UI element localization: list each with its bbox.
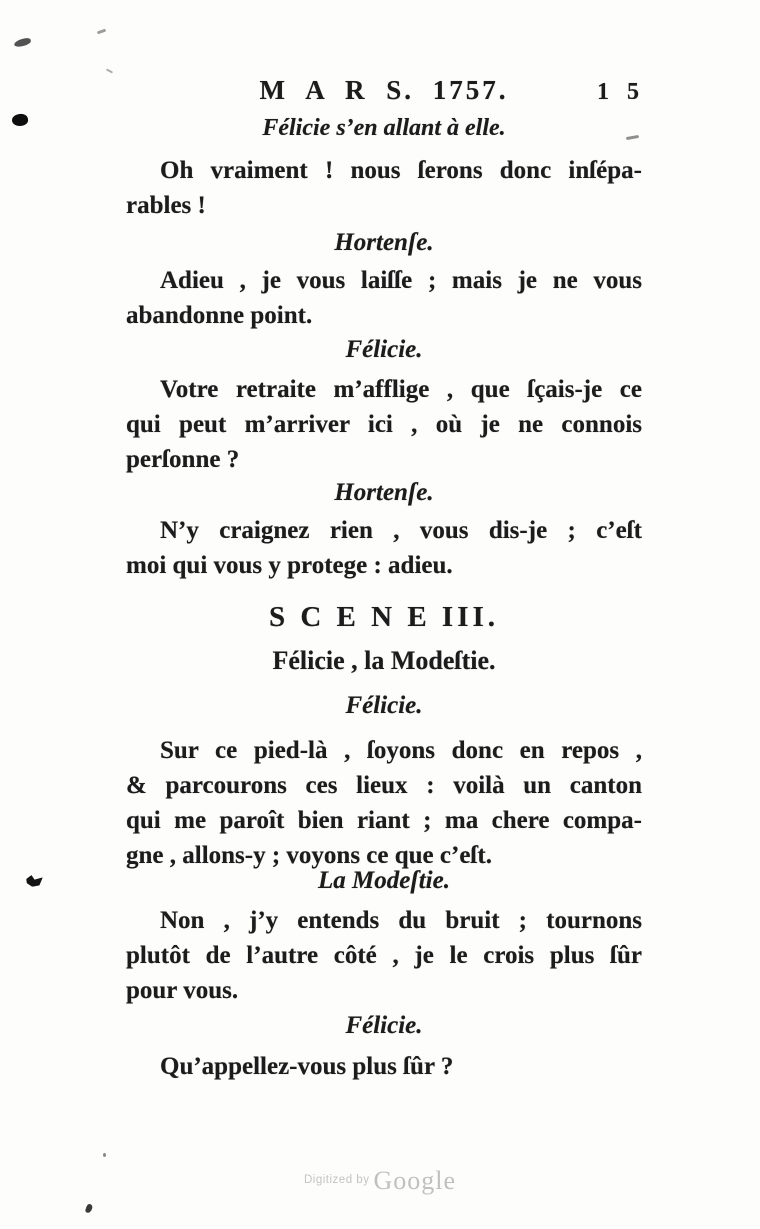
cast-line: Félicie , la Modeſtie. xyxy=(272,646,496,675)
dialogue-paragraph xyxy=(126,153,642,223)
ink-speck xyxy=(97,29,106,35)
scene-heading-block xyxy=(126,600,642,634)
ink-speck xyxy=(13,37,31,48)
speaker-heading: Félicie. xyxy=(345,336,423,363)
ink-speck xyxy=(11,113,29,127)
dialogue-line: N’y craignez rien , vous dis-je ; c’eſt xyxy=(160,517,642,544)
ink-speck xyxy=(106,68,113,73)
stage-direction: Félicie s’en allant à elle. xyxy=(262,115,506,141)
dialogue-line: Votre retraite m’afflige , que ſçais-je ce xyxy=(160,376,642,403)
ink-speck xyxy=(103,1153,106,1157)
speaker-heading: Hortenſe. xyxy=(334,479,434,506)
dialogue-line: gne , allons-y ; voyons ce que c’eſt. xyxy=(126,842,492,869)
scene-heading: S C E N E III. xyxy=(268,601,500,633)
dialogue-line: perſonne ? xyxy=(126,446,240,473)
dialogue-line: moi qui vous y protege : adieu. xyxy=(126,552,453,579)
dialogue-paragraph xyxy=(126,903,642,1008)
dialogue-line: Adieu , je vous laiſſe ; mais je ne vous xyxy=(160,267,642,294)
dialogue-paragraph xyxy=(126,1049,642,1084)
speaker-heading: Félicie. xyxy=(345,1012,423,1039)
page-number: 1 5 xyxy=(597,79,645,105)
speaker-heading: Hortenſe. xyxy=(334,229,434,256)
dialogue-line: Oh vraiment ! nous ſerons donc inſépa- xyxy=(160,157,642,184)
stage-direction-block xyxy=(126,113,642,143)
dialogue-paragraph xyxy=(126,513,642,583)
dialogue-line: plutôt de l’autre côté , je le crois plus ſûr xyxy=(126,942,642,969)
page-header-title: M A R S. 1757. xyxy=(259,75,509,105)
running-head xyxy=(126,74,642,106)
dialogue-line: Sur ce pied-là , ſoyons donc en repos , xyxy=(160,737,642,764)
speaker-heading-block xyxy=(126,691,642,721)
dialogue-line: abandonne point. xyxy=(126,302,313,329)
dialogue-line: qui peut m’arriver ici , où je ne connois xyxy=(126,411,642,438)
dialogue-paragraph xyxy=(126,372,642,477)
cast-line-block xyxy=(126,645,642,677)
speaker-heading: Félicie. xyxy=(345,692,423,719)
speaker-heading-block xyxy=(126,228,642,258)
dialogue-line: pour vous. xyxy=(126,977,239,1004)
google-watermark xyxy=(0,1166,760,1196)
ink-speck xyxy=(25,874,43,889)
dialogue-line: & parcourons ces lieux : voilà un canton xyxy=(126,772,642,799)
dialogue-paragraph xyxy=(126,733,642,873)
speaker-heading-block xyxy=(126,478,642,508)
speaker-heading-block xyxy=(126,866,642,896)
dialogue-line: rables ! xyxy=(126,192,206,219)
dialogue-line: qui me paroît bien riant ; ma chere compa- xyxy=(126,807,642,834)
speaker-heading: La Modeſtie. xyxy=(318,867,450,894)
speaker-heading-block xyxy=(126,335,642,365)
dialogue-paragraph xyxy=(126,263,642,333)
dialogue-line: Non , j’y entends du bruit ; tournons xyxy=(160,907,642,934)
google-logo: Google xyxy=(373,1166,456,1195)
speaker-heading-block xyxy=(126,1011,642,1041)
ink-speck xyxy=(85,1203,93,1213)
dialogue-line: Qu’appellez-vous plus ſûr ? xyxy=(160,1053,454,1080)
digitized-by-label: Digitized by xyxy=(304,1174,370,1186)
